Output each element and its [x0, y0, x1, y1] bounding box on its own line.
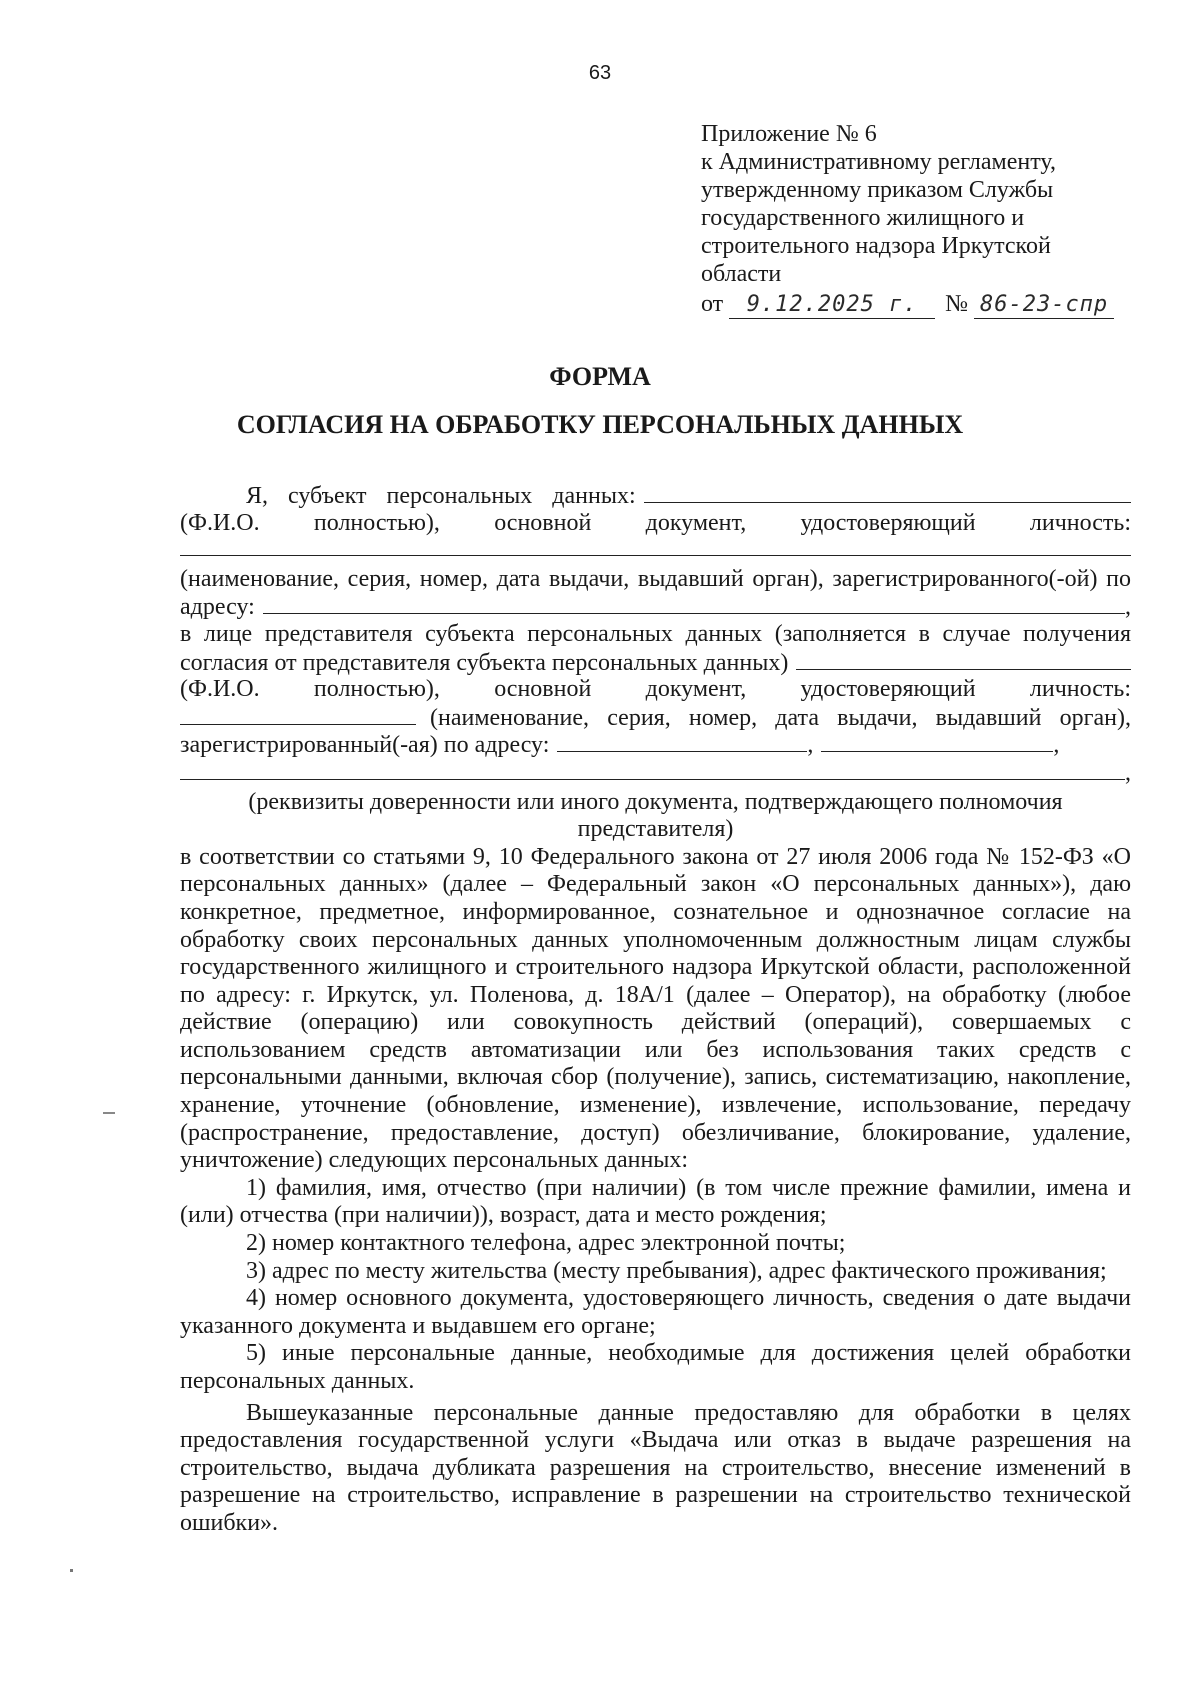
- comma: ,: [1125, 594, 1131, 621]
- page-number: 63: [588, 62, 612, 84]
- consent-line: действие (операцию) или совокупность действий (операций), совершаемых с: [180, 1009, 1131, 1036]
- subject-label: Я, субъект персональных данных:: [246, 483, 636, 509]
- form-line-address: [180, 593, 1131, 621]
- form-line-rep-document: [180, 704, 1131, 732]
- list-item-first: 5) иные персональные данные, необходимые для достижения целей обработки: [246, 1340, 1131, 1367]
- list-item: [180, 1175, 1131, 1230]
- consent-line: персональными данными, включая сбор (получение), запись, систематизацию, накопление,: [180, 1064, 1131, 1091]
- form-line-document: (наименование, серия, номер, дата выдачи, выдавший орган), зарегистрированного(-ой) по: [180, 565, 1131, 592]
- rep-address-blank-2[interactable]: [821, 731, 1053, 752]
- final-line: предоставления государственной услуги «Выдача или отказ в выдаче разрешения на: [180, 1427, 1131, 1454]
- final-line: Вышеуказанные персональные данные предоставляю для обработки в целях: [246, 1399, 1131, 1426]
- list-item-first: 4) номер основного документа, удостоверяющего личность, сведения о дате выдачи: [246, 1285, 1131, 1312]
- appendix-block: [701, 120, 1141, 319]
- consent-line: обработку своих персональных данных уполномоченным должностным лицам службы: [180, 926, 1131, 953]
- date-prefix: от: [701, 291, 724, 317]
- appendix-line: области: [701, 261, 782, 287]
- rep-document-label: (наименование, серия, номер, дата выдачи, выдавший орган),: [430, 704, 1131, 731]
- note-line-1: (реквизиты доверенности или иного документа, подтверждающего полномочия: [248, 788, 1063, 815]
- rep-document-blank[interactable]: [180, 704, 416, 725]
- final-line: ошибки».: [180, 1509, 279, 1536]
- form-line-power-of-attorney: [180, 759, 1131, 787]
- note-line-2: представителя): [577, 816, 734, 843]
- appendix-line: утвержденному приказом Службы: [701, 177, 1054, 203]
- consent-line: государственного жилищного и строительного надзора Иркутской области, расположенной: [180, 954, 1131, 981]
- form-line-subject: [180, 482, 1131, 510]
- final-line: строительство, выдача дубликата разрешения на строительство, внесение изменений в: [180, 1454, 1131, 1481]
- appendix-date-line: [701, 290, 1141, 319]
- handwritten-date: 9.12.2025 г.: [729, 292, 935, 319]
- rep-address-blank-1[interactable]: [557, 731, 807, 752]
- representative-name-blank[interactable]: [796, 649, 1131, 670]
- subject-name-blank[interactable]: [644, 482, 1131, 503]
- consent-line: персональных данных» (далее – Федеральный закон «О персональных данных»), даю: [180, 871, 1131, 898]
- list-item-first: 2) номер контактного телефона, адрес электронной почты;: [246, 1230, 846, 1257]
- representative-label: согласия от представителя субъекта персональных данных): [180, 649, 789, 676]
- consent-line: использованием средств автоматизации или без использования таких средств с: [180, 1036, 1131, 1063]
- list-item: [180, 1230, 1131, 1258]
- comma: ,: [807, 732, 814, 759]
- address-blank[interactable]: [263, 593, 1125, 614]
- appendix-line: Приложение № 6: [701, 121, 877, 147]
- form-line-representative: в лице представителя субъекта персональных данных (заполняется в случае получения: [180, 620, 1131, 647]
- list-item-first: 3) адрес по месту жительства (месту пребывания), адрес фактического проживания;: [246, 1257, 1107, 1284]
- appendix-line: строительного надзора Иркутской: [701, 233, 1051, 259]
- list-item-first: 1) фамилия, имя, отчество (при наличии) (в том числе прежние фамилии, имена и: [246, 1174, 1131, 1201]
- list-item: [180, 1285, 1131, 1340]
- consent-line: хранение, уточнение (обновление, изменение), извлечение, использование, передачу: [180, 1092, 1131, 1119]
- number-prefix: №: [945, 291, 969, 317]
- rep-address-label: зарегистрированный(-ая) по адресу:: [180, 732, 550, 759]
- power-of-attorney-blank[interactable]: [180, 759, 1125, 780]
- form-line-fio-rep: (Ф.И.О. полностью), основной документ, удостоверяющий личность:: [180, 676, 1131, 703]
- address-label: адресу:: [180, 594, 255, 621]
- appendix-line: к Административному регламенту,: [701, 149, 1056, 175]
- consent-line: конкретное, предметное, информированное, сознательное и однозначное согласие на: [180, 898, 1131, 925]
- appendix-line: государственного жилищного и: [701, 205, 1025, 231]
- handwritten-number: 86-23-спр: [974, 292, 1114, 319]
- consent-line: по адресу: г. Иркутск, ул. Поленова, д. 18А/1 (далее – Оператор), на обработку (любое: [180, 981, 1131, 1008]
- form-title: ФОРМА: [549, 362, 651, 391]
- consent-line: уничтожение) следующих персональных данных:: [180, 1147, 689, 1174]
- form-line-representative-2: [180, 649, 1131, 677]
- list-item: [180, 1258, 1131, 1286]
- consent-paragraph: [180, 844, 1131, 1175]
- form-line-rep-address: [180, 731, 1131, 759]
- list-item-rest: указанного документа и выдавшем его органе;: [180, 1312, 656, 1339]
- comma: ,: [1053, 732, 1060, 759]
- form-subtitle: СОГЛАСИЯ НА ОБРАБОТКУ ПЕРСОНАЛЬНЫХ ДАННЫХ: [236, 410, 964, 439]
- list-item: [180, 1340, 1131, 1395]
- comma: ,: [1125, 759, 1131, 786]
- list-item-rest: (или) отчества (при наличии)), возраст, дата и место рождения;: [180, 1202, 827, 1229]
- final-paragraph: [180, 1400, 1131, 1538]
- form-body: [180, 482, 1131, 1538]
- scan-mark: [103, 1112, 115, 1114]
- list-item-rest: персональных данных.: [180, 1368, 415, 1394]
- form-line-fio: (Ф.И.О. полностью), основной документ, удостоверяющий личность:: [180, 509, 1131, 536]
- document-blank[interactable]: [180, 537, 1131, 556]
- consent-line: в соответствии со статьями 9, 10 Федерального закона от 27 июля 2006 года № 152-ФЗ «О: [180, 843, 1131, 870]
- final-line: разрешение на строительство, исправление в разрешении на строительство технической: [180, 1482, 1131, 1509]
- consent-line: (распространение, предоставление, доступ) обезличивание, блокирование, удаление,: [180, 1119, 1131, 1146]
- scan-dot: [70, 1569, 73, 1572]
